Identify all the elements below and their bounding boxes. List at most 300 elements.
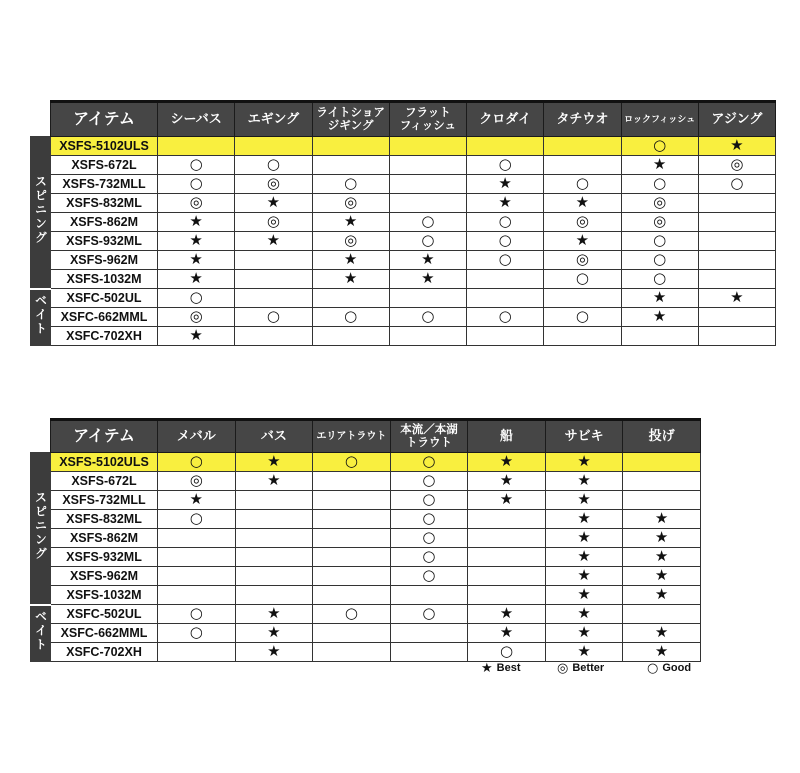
rating-cell-ajing bbox=[698, 213, 775, 232]
item-name: XSFS-732MLL bbox=[51, 175, 158, 194]
star-icon: ★ bbox=[189, 326, 203, 344]
rating-cell-mebaru bbox=[158, 548, 236, 567]
rating-cell-flatfish bbox=[389, 270, 466, 289]
double-circle-icon: ◎ bbox=[266, 212, 280, 230]
star-icon: ★ bbox=[189, 250, 203, 268]
table-body bbox=[31, 137, 776, 346]
rating-cell-bass bbox=[235, 548, 313, 567]
rating-cell-mebaru bbox=[158, 605, 236, 624]
star-icon: ★ bbox=[577, 547, 591, 565]
table-row-xsfs-862m bbox=[31, 529, 701, 548]
star-icon: ★ bbox=[577, 604, 591, 622]
double-circle-icon: ◎ bbox=[344, 193, 358, 211]
rating-cell-river-lake-trout bbox=[390, 548, 468, 567]
rating-cell-eging bbox=[235, 175, 312, 194]
suitability-table-1 bbox=[30, 100, 776, 346]
star-icon: ★ bbox=[654, 528, 669, 546]
item-name: XSFS-832ML bbox=[51, 510, 158, 529]
table-row-xsfs-5102uls bbox=[31, 453, 701, 472]
rating-cell-area-trout bbox=[313, 548, 391, 567]
circle-icon: ○ bbox=[422, 452, 436, 470]
circle-icon: ○ bbox=[189, 174, 203, 192]
rating-cell-river-lake-trout bbox=[390, 453, 468, 472]
circle-icon: ○ bbox=[189, 623, 203, 641]
star-icon: ★ bbox=[189, 212, 203, 230]
rating-cell-area-trout bbox=[313, 643, 391, 662]
rating-cell-ajing bbox=[698, 194, 775, 213]
table-row-xsfs-962m bbox=[31, 567, 701, 586]
rating-cell-flatfish bbox=[389, 308, 466, 327]
rating-cell-tachiuo bbox=[544, 327, 621, 346]
star-icon: ★ bbox=[577, 471, 591, 489]
double-circle-icon: ◎ bbox=[189, 307, 203, 325]
rating-cell-bass bbox=[235, 491, 313, 510]
rating-cell-kurodai bbox=[467, 156, 544, 175]
rating-cell-sabiki bbox=[545, 548, 623, 567]
rating-cell-rockfish bbox=[621, 156, 698, 175]
rating-cell-rockfish bbox=[621, 289, 698, 308]
circle-icon: ○ bbox=[266, 307, 280, 325]
table-row-xsfs-1032m bbox=[31, 270, 776, 289]
rating-cell-seabass bbox=[158, 327, 235, 346]
star-icon: ★ bbox=[577, 509, 591, 527]
star-icon: ★ bbox=[730, 288, 744, 306]
circle-icon: ○ bbox=[422, 490, 436, 508]
rating-cell-rockfish bbox=[621, 270, 698, 289]
star-icon: ★ bbox=[343, 269, 358, 287]
rating-cell-boat bbox=[468, 510, 546, 529]
rating-cell-surf-casting bbox=[623, 643, 701, 662]
double-circle-icon: ◎ bbox=[266, 174, 280, 192]
rating-cell-tachiuo bbox=[544, 308, 621, 327]
column-header-light-shore-jigging bbox=[312, 102, 389, 137]
rating-cell-river-lake-trout bbox=[390, 605, 468, 624]
rating-cell-flatfish bbox=[389, 289, 466, 308]
rating-cell-boat bbox=[468, 548, 546, 567]
star-icon: ★ bbox=[577, 585, 591, 603]
rating-cell-area-trout bbox=[313, 605, 391, 624]
star-icon: ★ bbox=[577, 566, 591, 584]
star-icon: ★ bbox=[498, 193, 512, 211]
table-row-xsfs-932ml bbox=[31, 548, 701, 567]
table-row-xsfc-502ul bbox=[31, 289, 776, 308]
circle-icon: ○ bbox=[422, 566, 436, 584]
column-header-line: ロックフィッシュ bbox=[624, 113, 696, 124]
rating-cell-ajing bbox=[698, 156, 775, 175]
rating-cell-seabass bbox=[158, 251, 235, 270]
column-header-line: ジギング bbox=[327, 119, 374, 132]
star-icon: ★ bbox=[343, 212, 358, 230]
rating-cell-sabiki bbox=[545, 453, 623, 472]
category-bait bbox=[31, 605, 51, 662]
item-name: XSFS-962M bbox=[51, 251, 158, 270]
column-header-eging bbox=[235, 102, 312, 137]
rating-cell-light-shore-jigging bbox=[312, 194, 389, 213]
category-label-bait: ベイト bbox=[33, 609, 48, 652]
rating-cell-eging bbox=[235, 270, 312, 289]
item-name: XSFS-5102ULS bbox=[51, 453, 158, 472]
star-icon: ★ bbox=[189, 490, 203, 508]
rating-cell-light-shore-jigging bbox=[312, 270, 389, 289]
rating-cell-kurodai bbox=[467, 232, 544, 251]
rating-cell-river-lake-trout bbox=[390, 529, 468, 548]
item-name: XSFS-1032M bbox=[51, 270, 158, 289]
rating-cell-seabass bbox=[158, 156, 235, 175]
column-header-line: トラウト bbox=[405, 436, 452, 449]
item-column-header: アイテム bbox=[51, 420, 158, 453]
circle-icon: ○ bbox=[266, 155, 280, 173]
column-header-line: サビキ bbox=[564, 428, 604, 444]
rating-cell-eging bbox=[235, 308, 312, 327]
star-icon: ★ bbox=[481, 661, 493, 676]
circle-icon: ○ bbox=[499, 642, 514, 660]
item-name: XSFC-702XH bbox=[51, 643, 158, 662]
column-header-line: メバル bbox=[176, 428, 216, 444]
circle-icon: ○ bbox=[189, 288, 203, 306]
rating-cell-boat bbox=[468, 643, 546, 662]
rating-cell-mebaru bbox=[158, 624, 236, 643]
column-header-kurodai bbox=[467, 102, 544, 137]
circle-icon: ○ bbox=[344, 452, 358, 470]
rating-cell-sabiki bbox=[545, 643, 623, 662]
rating-cell-sabiki bbox=[545, 472, 623, 491]
circle-icon: ○ bbox=[344, 174, 358, 192]
circle-icon: ○ bbox=[189, 509, 203, 527]
rating-cell-boat bbox=[468, 624, 546, 643]
circle-icon: ○ bbox=[498, 307, 512, 325]
rating-cell-kurodai bbox=[467, 137, 544, 156]
item-name: XSFS-862M bbox=[51, 213, 158, 232]
circle-icon: ○ bbox=[647, 661, 659, 676]
column-header-flatfish bbox=[389, 102, 466, 137]
rating-cell-tachiuo bbox=[544, 137, 621, 156]
rating-cell-boat bbox=[468, 491, 546, 510]
header-spacer bbox=[31, 102, 51, 137]
rating-cell-river-lake-trout bbox=[390, 510, 468, 529]
rating-cell-surf-casting bbox=[623, 548, 701, 567]
table-row-xsfs-732mll bbox=[31, 175, 776, 194]
rating-cell-light-shore-jigging bbox=[312, 232, 389, 251]
item-name: XSFS-732MLL bbox=[51, 491, 158, 510]
star-icon: ★ bbox=[498, 174, 512, 192]
column-header-mebaru bbox=[158, 420, 236, 453]
rating-cell-river-lake-trout bbox=[390, 472, 468, 491]
circle-icon: ○ bbox=[422, 471, 436, 489]
rating-cell-seabass bbox=[158, 289, 235, 308]
rating-cell-seabass bbox=[158, 232, 235, 251]
rating-cell-boat bbox=[468, 586, 546, 605]
star-icon: ★ bbox=[499, 452, 514, 470]
star-icon: ★ bbox=[189, 269, 203, 287]
table-header bbox=[31, 420, 701, 453]
star-icon: ★ bbox=[267, 623, 281, 641]
circle-icon: ○ bbox=[730, 174, 744, 192]
rating-cell-sabiki bbox=[545, 491, 623, 510]
column-header-line: エリアトラウト bbox=[316, 431, 387, 442]
circle-icon: ○ bbox=[344, 604, 358, 622]
column-header-line: 本流／本湖 bbox=[400, 423, 458, 436]
rating-cell-bass bbox=[235, 472, 313, 491]
rating-cell-rockfish bbox=[621, 213, 698, 232]
rating-cell-surf-casting bbox=[623, 567, 701, 586]
rating-cell-eging bbox=[235, 194, 312, 213]
rating-cell-seabass bbox=[158, 137, 235, 156]
rating-cell-tachiuo bbox=[544, 289, 621, 308]
circle-icon: ○ bbox=[575, 269, 589, 287]
rating-cell-mebaru bbox=[158, 491, 236, 510]
circle-icon: ○ bbox=[653, 231, 667, 249]
legend-item-best bbox=[481, 661, 521, 676]
star-icon: ★ bbox=[343, 250, 358, 268]
legend-item-better bbox=[557, 661, 604, 676]
rating-cell-boat bbox=[468, 453, 546, 472]
star-icon: ★ bbox=[577, 623, 591, 641]
circle-icon: ○ bbox=[575, 174, 589, 192]
rating-cell-area-trout bbox=[313, 567, 391, 586]
table-row-xsfc-702xh bbox=[31, 327, 776, 346]
rating-cell-area-trout bbox=[313, 529, 391, 548]
star-icon: ★ bbox=[652, 155, 667, 173]
circle-icon: ○ bbox=[498, 155, 512, 173]
rating-cell-rockfish bbox=[621, 175, 698, 194]
rating-cell-flatfish bbox=[389, 251, 466, 270]
column-header-sabiki bbox=[545, 420, 623, 453]
rating-cell-mebaru bbox=[158, 529, 236, 548]
item-column-header: アイテム bbox=[51, 102, 158, 137]
rating-cell-eging bbox=[235, 289, 312, 308]
star-icon: ★ bbox=[575, 193, 590, 211]
category-spinning bbox=[31, 453, 51, 605]
column-header-ajing bbox=[698, 102, 775, 137]
circle-icon: ○ bbox=[498, 212, 512, 230]
rating-cell-bass bbox=[235, 643, 313, 662]
rating-cell-rockfish bbox=[621, 251, 698, 270]
circle-icon: ○ bbox=[653, 136, 667, 154]
column-header-tachiuo bbox=[544, 102, 621, 137]
star-icon: ★ bbox=[267, 604, 281, 622]
circle-icon: ○ bbox=[653, 250, 667, 268]
star-icon: ★ bbox=[654, 566, 669, 584]
rating-cell-bass bbox=[235, 453, 313, 472]
rating-cell-mebaru bbox=[158, 643, 236, 662]
rating-cell-river-lake-trout bbox=[390, 567, 468, 586]
item-name: XSFS-932ML bbox=[51, 548, 158, 567]
rating-cell-bass bbox=[235, 510, 313, 529]
rating-cell-tachiuo bbox=[544, 232, 621, 251]
rating-cell-sabiki bbox=[545, 529, 623, 548]
rating-cell-ajing bbox=[698, 289, 775, 308]
header-row bbox=[31, 420, 701, 453]
rating-cell-sabiki bbox=[545, 605, 623, 624]
rating-cell-ajing bbox=[698, 251, 775, 270]
rating-cell-mebaru bbox=[158, 586, 236, 605]
rating-cell-bass bbox=[235, 586, 313, 605]
category-spinning bbox=[31, 137, 51, 289]
item-name: XSFS-862M bbox=[51, 529, 158, 548]
rating-cell-kurodai bbox=[467, 289, 544, 308]
item-name: XSFC-702XH bbox=[51, 327, 158, 346]
rating-cell-surf-casting bbox=[623, 453, 701, 472]
rating-cell-light-shore-jigging bbox=[312, 156, 389, 175]
star-icon: ★ bbox=[499, 471, 514, 489]
circle-icon: ○ bbox=[422, 604, 436, 622]
star-icon: ★ bbox=[267, 471, 281, 489]
rating-cell-river-lake-trout bbox=[390, 586, 468, 605]
rating-cell-kurodai bbox=[467, 327, 544, 346]
double-circle-icon: ◎ bbox=[730, 155, 744, 173]
column-header-seabass bbox=[158, 102, 235, 137]
table-row-xsfs-672l bbox=[31, 156, 776, 175]
rating-cell-light-shore-jigging bbox=[312, 308, 389, 327]
star-icon: ★ bbox=[654, 623, 669, 641]
suitability-table-2 bbox=[30, 418, 701, 662]
star-icon: ★ bbox=[499, 490, 514, 508]
star-icon: ★ bbox=[730, 136, 744, 154]
item-name: XSFS-962M bbox=[51, 567, 158, 586]
category-label-spinning: スピニング bbox=[33, 174, 48, 245]
rating-cell-surf-casting bbox=[623, 529, 701, 548]
rating-cell-kurodai bbox=[467, 213, 544, 232]
category-label-bait: ベイト bbox=[33, 293, 48, 336]
circle-icon: ○ bbox=[422, 528, 436, 546]
rating-cell-boat bbox=[468, 605, 546, 624]
rating-cell-surf-casting bbox=[623, 510, 701, 529]
rating-cell-kurodai bbox=[467, 251, 544, 270]
circle-icon: ○ bbox=[422, 509, 436, 527]
circle-icon: ○ bbox=[422, 547, 436, 565]
rating-cell-seabass bbox=[158, 270, 235, 289]
rating-cell-eging bbox=[235, 251, 312, 270]
table-header bbox=[31, 102, 776, 137]
rating-cell-boat bbox=[468, 472, 546, 491]
circle-icon: ○ bbox=[189, 452, 203, 470]
circle-icon: ○ bbox=[653, 174, 667, 192]
table-row-xsfs-862m bbox=[31, 213, 776, 232]
rating-cell-mebaru bbox=[158, 453, 236, 472]
rating-cell-mebaru bbox=[158, 567, 236, 586]
item-name: XSFS-932ML bbox=[51, 232, 158, 251]
rating-cell-river-lake-trout bbox=[390, 643, 468, 662]
rating-cell-bass bbox=[235, 529, 313, 548]
rating-cell-flatfish bbox=[389, 137, 466, 156]
column-header-line: バス bbox=[260, 428, 287, 444]
rating-cell-area-trout bbox=[313, 624, 391, 643]
rating-cell-area-trout bbox=[313, 510, 391, 529]
circle-icon: ○ bbox=[498, 231, 512, 249]
rating-cell-kurodai bbox=[467, 308, 544, 327]
rating-cell-boat bbox=[468, 567, 546, 586]
circle-icon: ○ bbox=[421, 212, 435, 230]
double-circle-icon: ◎ bbox=[575, 250, 589, 268]
item-name: XSFS-1032M bbox=[51, 586, 158, 605]
header-row bbox=[31, 102, 776, 137]
rating-cell-surf-casting bbox=[623, 472, 701, 491]
rating-cell-bass bbox=[235, 624, 313, 643]
rating-cell-light-shore-jigging bbox=[312, 327, 389, 346]
table-row-xsfc-502ul bbox=[31, 605, 701, 624]
rating-cell-river-lake-trout bbox=[390, 491, 468, 510]
double-circle-icon: ◎ bbox=[189, 471, 203, 489]
column-header-area-trout bbox=[313, 420, 391, 453]
rating-cell-ajing bbox=[698, 137, 775, 156]
star-icon: ★ bbox=[267, 452, 281, 470]
rating-cell-flatfish bbox=[389, 194, 466, 213]
column-header-river-lake-trout bbox=[390, 420, 468, 453]
rating-cell-flatfish bbox=[389, 327, 466, 346]
circle-icon: ○ bbox=[344, 307, 358, 325]
rating-cell-eging bbox=[235, 327, 312, 346]
table-row-xsfs-962m bbox=[31, 251, 776, 270]
rating-cell-tachiuo bbox=[544, 175, 621, 194]
rating-cell-ajing bbox=[698, 175, 775, 194]
star-icon: ★ bbox=[652, 288, 667, 306]
rating-cell-bass bbox=[235, 567, 313, 586]
table-row-xsfc-662mml bbox=[31, 624, 701, 643]
rating-cell-ajing bbox=[698, 232, 775, 251]
circle-icon: ○ bbox=[575, 307, 589, 325]
column-header-line: フィッシュ bbox=[399, 119, 457, 132]
column-header-bass bbox=[235, 420, 313, 453]
circle-icon: ○ bbox=[189, 155, 203, 173]
circle-icon: ○ bbox=[653, 269, 667, 287]
table-row-xsfs-672l bbox=[31, 472, 701, 491]
column-header-line: 投げ bbox=[648, 428, 675, 444]
rating-cell-flatfish bbox=[389, 156, 466, 175]
item-name: XSFC-662MML bbox=[51, 308, 158, 327]
rating-cell-sabiki bbox=[545, 624, 623, 643]
star-icon: ★ bbox=[654, 642, 669, 660]
rating-cell-tachiuo bbox=[544, 213, 621, 232]
double-circle-icon: ◎ bbox=[653, 212, 667, 230]
rating-cell-boat bbox=[468, 529, 546, 548]
legend-label-better: Better bbox=[572, 662, 605, 674]
rating-cell-river-lake-trout bbox=[390, 624, 468, 643]
double-circle-icon: ◎ bbox=[653, 193, 667, 211]
rating-cell-bass bbox=[235, 605, 313, 624]
category-label-spinning: スピニング bbox=[33, 490, 48, 561]
rating-cell-mebaru bbox=[158, 472, 236, 491]
rating-cell-tachiuo bbox=[544, 194, 621, 213]
rating-cell-light-shore-jigging bbox=[312, 289, 389, 308]
star-icon: ★ bbox=[577, 528, 591, 546]
star-icon: ★ bbox=[654, 585, 669, 603]
rating-cell-surf-casting bbox=[623, 586, 701, 605]
column-header-line: 船 bbox=[500, 428, 514, 444]
rating-cell-rockfish bbox=[621, 232, 698, 251]
table-row-xsfs-5102uls bbox=[31, 137, 776, 156]
table-row-xsfs-732mll bbox=[31, 491, 701, 510]
table-row-xsfs-832ml bbox=[31, 194, 776, 213]
legend-label-good: Good bbox=[662, 662, 692, 674]
category-bait bbox=[31, 289, 51, 346]
circle-icon: ○ bbox=[498, 250, 512, 268]
star-icon: ★ bbox=[421, 269, 435, 287]
star-icon: ★ bbox=[266, 231, 281, 249]
rating-cell-ajing bbox=[698, 327, 775, 346]
rating-cell-light-shore-jigging bbox=[312, 137, 389, 156]
rating-cell-flatfish bbox=[389, 213, 466, 232]
item-name: XSFS-5102ULS bbox=[51, 137, 158, 156]
star-icon: ★ bbox=[499, 604, 514, 622]
star-icon: ★ bbox=[575, 231, 590, 249]
rating-cell-rockfish bbox=[621, 137, 698, 156]
rating-cell-area-trout bbox=[313, 453, 391, 472]
rating-cell-seabass bbox=[158, 213, 235, 232]
rating-cell-flatfish bbox=[389, 232, 466, 251]
star-icon: ★ bbox=[267, 642, 281, 660]
column-header-line: ライトショア bbox=[316, 106, 385, 119]
double-circle-icon: ◎ bbox=[557, 661, 569, 676]
